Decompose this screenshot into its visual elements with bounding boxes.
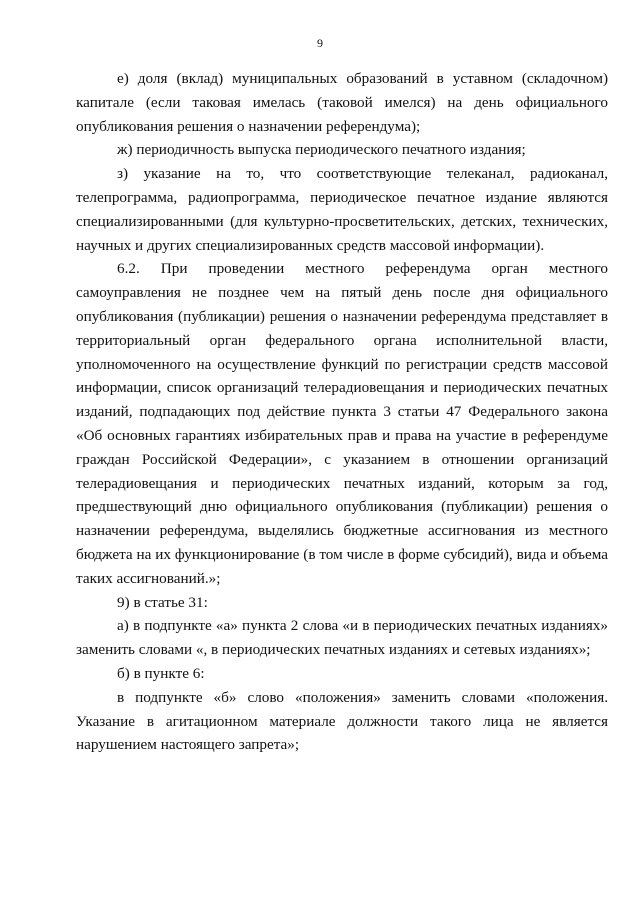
paragraph-9-article-31: 9) в статье 31: xyxy=(117,593,208,611)
paragraph-e-share: е) доля (вклад) муниципальных образований в уставном (складочном) капитале (если таковая имелась (таковой имелся) на день официального опубликования решения о назначении референдума); xyxy=(76,70,608,135)
paragraph-zh-periodicity: ж) периодичность выпуска периодического печатного издания; xyxy=(117,141,526,159)
paragraph-a-subclause: а) в подпункте «а» пункта 2 слова «и в периодических печатных изданиях» заменить словами «, в периодических печатных изданиях и сетевых изданиях»; xyxy=(76,617,608,659)
paragraph-subclause-b-replacement: в подпункте «б» слово «положения» заменить словами «положения. Указание в агитационном материале должности такого лица не является нарушением настоящего запрета»; xyxy=(76,688,608,754)
page-number: 9 xyxy=(317,36,323,50)
paragraph-b-clause-6: б) в пункте 6: xyxy=(117,664,205,682)
paragraph-z-specialized: з) указание на то, что соответствующие телеканал, радиоканал, телепрограмма, радиопрограмма, периодическое печатное издание являются специализированными (для культурно-просветительских, детских, технических, научных и других специализированных средств массовой информации). xyxy=(76,165,608,254)
paragraph-6-2-local-referendum: 6.2. При проведении местного референдума орган местного самоуправления не позднее чем на пятый день после дня официального опубликования (публикации) решения о назначении референдума представляет в территориальный орган федерального органа исполнительной власти, уполномоченного на осуществление функций по регистрации средств массовой информации, список организаций телерадиовещания и периодических печатных изданий, подпадающих под действие пункта 3 статьи 47 Федерального закона «Об основных гарантиях избирательных прав и права на участие в референдуме граждан Российской Федерации», с указанием в отношении организаций телерадиовещания и периодических печатных изданий, которым за год, предшествующий дню официального опубликования (публикации) решения о назначении референдума, выделялись бюджетные ассигнования из местного бюджета на их функционирование (в том числе в форме субсидий), вида и объема таких ассигнований.»; xyxy=(76,260,608,587)
document-body xyxy=(76,67,608,757)
